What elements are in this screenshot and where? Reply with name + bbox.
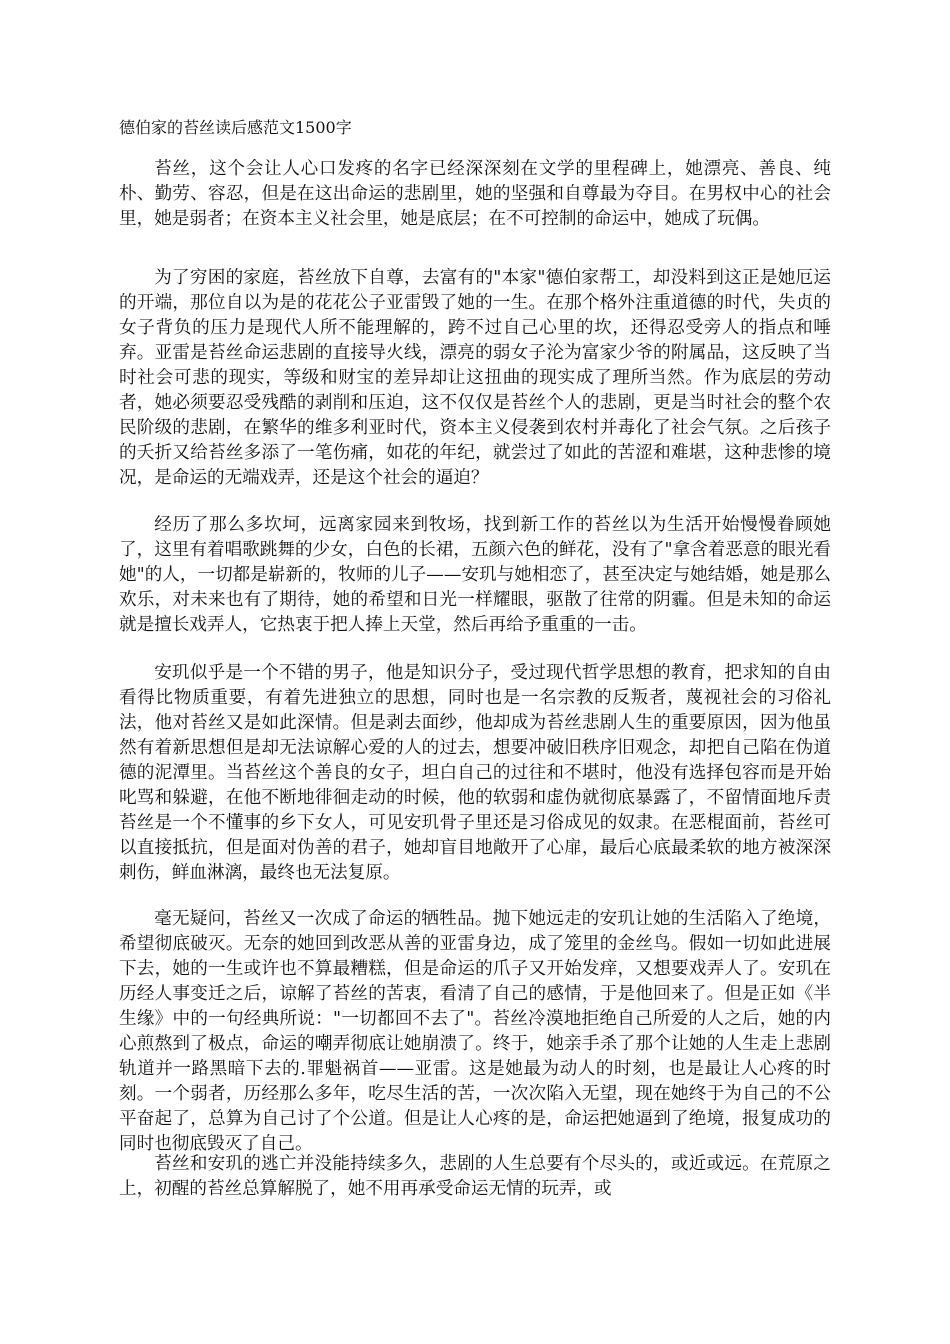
- paragraph-4: 安玑似乎是一个不错的男子，他是知识分子，受过现代哲学思想的教育，把求知的自由看得比物质重要，有着先进独立的思想，同时也是一名宗教的反叛者，蔑视社会的习俗礼法，他对苔丝又是如此深情。但是剥去面纱，他却成为苔丝悲剧人生的重要原因，因为他虽然有着新思想但是却无法谅解心爱的人的过去，想要冲破旧秩序旧观念，却把自己陷在伪道德的泥潭里。当苔丝这个善良的女子，坦白自己的过往和不堪时，他没有选择包容而是开始叱骂和躲避，在他不断地徘徊走动的时候，他的软弱和虚伪就彻底暴露了，不留情面地斥责苔丝是一个不懂事的乡下女人，可见安玑骨子里还是习俗成见的奴隶。在恶棍面前，苔丝可以直接抵抗，但是面对伪善的君子，她却盲目地敞开了心扉，最后心底最柔软的地方被深深刺伤，鲜血淋漓，最终也无法复原。: [119, 663, 831, 883]
- paragraph-6: 苔丝和安玑的逃亡并没能持续多久，悲剧的人生总要有个尽头的，或近或远。在荒原之上，初醒的苔丝总算解脱了，她不用再承受命运无情的玩弄，或: [119, 1154, 831, 1199]
- document-title: 德伯家的苔丝读后感范文1500字: [119, 118, 352, 137]
- paragraph-1: 苔丝，这个会让人心口发疼的名字已经深深刻在文学的里程碑上，她漂亮、善良、纯朴、勤劳、容忍，但是在这出命运的悲剧里，她的坚强和自尊最为夺目。在男权中心的社会里，她是弱者；在资本主义社会里，她是底层；在不可控制的命运中，她成了玩偶。: [119, 159, 831, 229]
- paragraph-2: 为了穷困的家庭，苔丝放下自尊，去富有的"本家"德伯家帮工，却没料到这正是她厄运的开端，那位自以为是的花花公子亚雷毁了她的一生。在那个格外注重道德的时代，失贞的女子背负的压力是现代人所不能理解的，跨不过自己心里的坎，还得忍受旁人的指点和唾弃。亚雷是苔丝命运悲剧的直接导火线，漂亮的弱女子沦为富家少爷的附属品，这反映了当时社会可悲的现实，等级和财宝的差异却让这扭曲的现实成了理所当然。作为底层的劳动者，她必须要忍受残酷的剥削和压迫，这不仅仅是苔丝个人的悲剧，更是当时社会的整个农民阶级的悲剧，在繁华的维多利亚时代，资本主义侵袭到农村并毒化了社会气氛。之后孩子的夭折又给苔丝多添了一笔伤痛，如花的年纪，就尝过了如此的苦涩和难堪，这种悲惨的境况，是命运的无端戏弄，还是这个社会的逼迫？: [119, 268, 831, 488]
- paragraph-3: 经历了那么多坎坷，远离家园来到牧场，找到新工作的苔丝以为生活开始慢慢眷顾她了，这里有着唱歌跳舞的少女，白色的长裙，五颜六色的鲜花，没有了"拿含着恶意的眼光看她"的人，一切都是崭新的，牧师的儿子——安玑与她相恋了，甚至决定与她结婚，她是那么欢乐，对未来也有了期待，她的希望和日光一样耀眼，驱散了往常的阴霾。但是未知的命运就是擅长戏弄人，它热衷于把人捧上天堂，然后再给予重重的一击。: [119, 515, 831, 635]
- paragraph-5: 毫无疑问，苔丝又一次成了命运的牺牲品。抛下她远走的安玑让她的生活陷入了绝境，希望彻底破灭。无奈的她回到改恶从善的亚雷身边，成了笼里的金丝鸟。假如一切如此进展下去，她的一生或许也不算最糟糕，但是命运的爪子又开始发痒，又想要戏弄人了。安玑在历经人事变迁之后，谅解了苔丝的苦衷，看清了自己的感情，于是他回来了。但是正如《半生缘》中的一句经典所说："一切都回不去了"。苔丝冷漠地拒绝自己所爱的人之后，她的内心煎熬到了极点，命运的嘲弄彻底让她崩溃了。终于，她亲手杀了那个让她的人生走上悲剧轨道并一路黑暗下去的.罪魁祸首——亚雷。这是她最为动人的时刻，也是最让人心疼的时刻。一个弱者，历经那么多年，吃尽生活的苦，一次次陷入无望，现在她终于为自己的不公平奋起了，总算为自己讨了个公道。但是让人心疼的是，命运把她逼到了绝境，报复成功的同时也彻底毁灭了自己。: [119, 909, 831, 1154]
